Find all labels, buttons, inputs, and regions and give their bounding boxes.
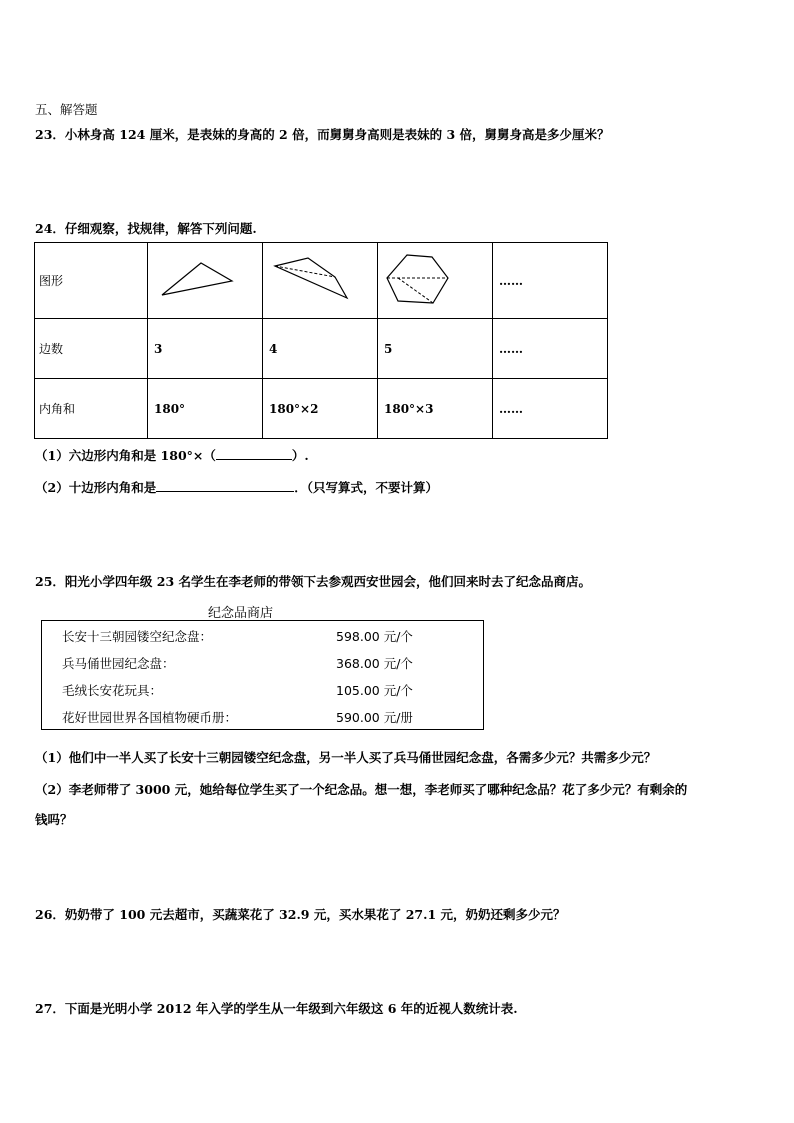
sides-cell: 3 bbox=[148, 319, 263, 379]
store-item: 花好世园世界各国植物硬币册： bbox=[62, 710, 238, 725]
store-title: 纪念品商店 bbox=[208, 606, 274, 621]
angle-sum-cell: 180°×3 bbox=[378, 379, 493, 439]
table-row-shapes bbox=[35, 243, 608, 319]
sub2-suffix: ．（只写算式，不要计算） bbox=[294, 480, 438, 495]
row-label-angle-sum: 内角和 bbox=[35, 379, 148, 439]
store-item: 兵马俑世园纪念盘： bbox=[62, 656, 175, 671]
section-heading: 五、解答题 bbox=[35, 102, 98, 117]
question-24-sub2 bbox=[35, 478, 438, 496]
question-25-sub1: （1）他们中一半人买了长安十三朝园镂空纪念盘，另一半人买了兵马俑世园纪念盘，各需多少元？共需多少元？ bbox=[35, 750, 657, 765]
answer-blank[interactable] bbox=[156, 478, 294, 492]
angle-sum-cell: 180° bbox=[148, 379, 263, 439]
sub2-prefix: （2）十边形内角和是 bbox=[35, 480, 157, 495]
store-price: 598.00 元/个 bbox=[336, 629, 413, 644]
row-label-sides: 边数 bbox=[35, 319, 148, 379]
question-27: 27．下面是光明小学 2012 年入学的学生从一年级到六年级这 6 年的近视人数统计表. bbox=[35, 1001, 518, 1016]
pattern-table bbox=[34, 242, 608, 439]
pentagon-figure bbox=[378, 243, 493, 319]
sub1-prefix: （1）六边形内角和是 180°×（ bbox=[35, 448, 216, 463]
question-25: 25．阳光小学四年级 23 名学生在李老师的带领下去参观西安世园会，他们回来时去了纪念品商店。 bbox=[35, 574, 591, 589]
sides-cell: 5 bbox=[378, 319, 493, 379]
store-price: 105.00 元/个 bbox=[336, 683, 413, 698]
sides-cell: 4 bbox=[263, 319, 378, 379]
quadrilateral-icon bbox=[263, 243, 376, 315]
store-price-list bbox=[41, 620, 484, 730]
sides-cell: …… bbox=[493, 319, 608, 379]
pentagon-icon bbox=[378, 243, 491, 315]
store-price: 368.00 元/个 bbox=[336, 656, 413, 671]
table-row-angle-sum bbox=[35, 379, 608, 439]
table-row-sides bbox=[35, 319, 608, 379]
triangle-icon bbox=[148, 243, 261, 315]
angle-sum-cell: 180°×2 bbox=[263, 379, 378, 439]
shape-ellipsis: …… bbox=[493, 243, 608, 319]
question-26: 26．奶奶带了 100 元去超市，买蔬菜花了 32.9 元，买水果花了 27.1 元，奶奶还剩多少元？ bbox=[35, 907, 566, 922]
store-price: 590.00 元/册 bbox=[336, 710, 413, 725]
triangle-figure bbox=[148, 243, 263, 319]
sub1-suffix: ）. bbox=[291, 448, 309, 463]
store-item: 长安十三朝园镂空纪念盘： bbox=[62, 629, 213, 644]
question-24: 24．仔细观察，找规律，解答下列问题. bbox=[35, 221, 257, 236]
question-23: 23．小林身高 124 厘米，是表妹的身高的 2 倍，而舅舅身高则是表妹的 3 倍，舅舅身高是多少厘米？ bbox=[35, 127, 610, 142]
store-item: 毛绒长安花玩具： bbox=[62, 683, 163, 698]
quadrilateral-figure bbox=[263, 243, 378, 319]
row-label-shape: 图形 bbox=[35, 243, 148, 319]
question-24-sub1 bbox=[35, 446, 309, 464]
angle-sum-cell: …… bbox=[493, 379, 608, 439]
question-25-sub2-cont: 钱吗？ bbox=[35, 812, 73, 827]
question-25-sub2: （2）李老师带了 3000 元，她给每位学生买了一个纪念品。想一想，李老师买了哪种纪念品？花了多少元？有剩余的 bbox=[35, 782, 688, 797]
answer-blank[interactable] bbox=[216, 446, 292, 460]
